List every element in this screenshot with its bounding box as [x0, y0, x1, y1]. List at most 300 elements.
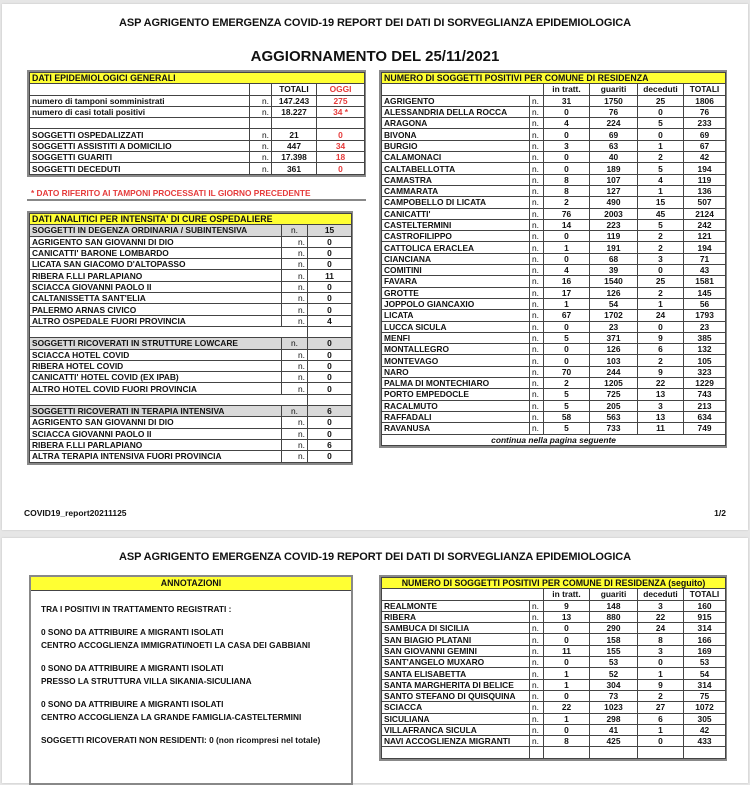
municipality-name: VILLAFRANCA SICULA [382, 724, 530, 735]
table-row [382, 634, 726, 645]
municipality-name: CATTOLICA ERACLEA [382, 242, 530, 253]
unit: n. [530, 600, 544, 611]
in-treatment: 5 [544, 332, 590, 343]
table-row [30, 163, 365, 174]
table-row [30, 236, 352, 247]
table-row [382, 253, 726, 264]
municipality-name: SCIACCA [382, 702, 530, 713]
row-value: 0 [308, 451, 352, 462]
unit: n. [530, 265, 544, 276]
total: 634 [684, 411, 726, 422]
municipality-name: SAN GIOVANNI GEMINI [382, 645, 530, 656]
row-unit: n. [250, 140, 272, 151]
row-value: 0 [308, 349, 352, 360]
unit: n. [530, 332, 544, 343]
in-treatment: 16 [544, 276, 590, 287]
unit: n. [530, 690, 544, 701]
table-row [382, 140, 726, 151]
col-guariti: guariti [590, 84, 638, 95]
recovered: 733 [590, 423, 638, 434]
row-label: SOGGETTI OSPEDALIZZATI [30, 129, 250, 140]
recovered: 205 [590, 400, 638, 411]
unit: n. [530, 208, 544, 219]
row-value: 0 [308, 236, 352, 247]
recovered: 103 [590, 355, 638, 366]
group-header-row [30, 406, 352, 417]
table-row [382, 611, 726, 622]
in-treatment: 67 [544, 310, 590, 321]
unit: n. [530, 106, 544, 117]
footer-page-number: 1/2 [714, 508, 726, 518]
in-treatment: 8 [544, 174, 590, 185]
row-value: 6 [308, 439, 352, 450]
total: 56 [684, 298, 726, 309]
unit: n. [530, 411, 544, 422]
in-treatment: 11 [544, 645, 590, 656]
recovered: 73 [590, 690, 638, 701]
total: 743 [684, 389, 726, 400]
in-treatment: 8 [544, 185, 590, 196]
total: 132 [684, 344, 726, 355]
municipality-name: BURGIO [382, 140, 530, 151]
municipality-name: SANTA ELISABETTA [382, 668, 530, 679]
deceased: 2 [638, 242, 684, 253]
municipality-name: MENFI [382, 332, 530, 343]
col-guariti: guariti [590, 589, 638, 600]
table-row [30, 281, 352, 292]
recovered: 191 [590, 242, 638, 253]
annotation-line: SOGGETTI RICOVERATI NON RESIDENTI: 0 (non ricompresi nel totale) [41, 735, 321, 745]
total: 305 [684, 713, 726, 724]
in-treatment: 0 [544, 724, 590, 735]
total: 1581 [684, 276, 726, 287]
table-row [382, 623, 726, 634]
unit: n. [530, 298, 544, 309]
recovered: 54 [590, 298, 638, 309]
group-label: SOGGETTI IN DEGENZA ORDINARIA / SUBINTENSIVA [30, 225, 282, 236]
total: 1793 [684, 310, 726, 321]
row-label: CANICATTI' HOTEL COVID (EX IPAB) [30, 372, 282, 383]
table-row [382, 242, 726, 253]
recovered: 223 [590, 219, 638, 230]
recovered: 298 [590, 713, 638, 724]
deceased: 25 [638, 276, 684, 287]
recovered: 290 [590, 623, 638, 634]
recovered: 224 [590, 118, 638, 129]
deceased: 1 [638, 724, 684, 735]
spacer-row [30, 326, 352, 337]
recovered: 52 [590, 668, 638, 679]
row-label: numero di tamponi somministrati [30, 95, 250, 106]
municipality-name: SANT'ANGELO MUXARO [382, 657, 530, 668]
deceased: 0 [638, 736, 684, 747]
table-row [382, 298, 726, 309]
recovered: 371 [590, 332, 638, 343]
deceased: 0 [638, 321, 684, 332]
recovered: 189 [590, 163, 638, 174]
deceased: 0 [638, 265, 684, 276]
deceased: 0 [638, 657, 684, 668]
municipality-name: LUCCA SICULA [382, 321, 530, 332]
recovered: 2003 [590, 208, 638, 219]
recovered: 63 [590, 140, 638, 151]
recovered: 107 [590, 174, 638, 185]
deceased: 3 [638, 645, 684, 656]
deceased: 45 [638, 208, 684, 219]
table-row [382, 276, 726, 287]
total: 233 [684, 118, 726, 129]
municipality-name: SAMBUCA DI SICILIA [382, 623, 530, 634]
in-treatment: 58 [544, 411, 590, 422]
recovered: 127 [590, 185, 638, 196]
in-treatment: 0 [544, 106, 590, 117]
group-header-row [30, 338, 352, 349]
deceased: 6 [638, 713, 684, 724]
row-total: 361 [272, 163, 317, 174]
in-treatment: 5 [544, 389, 590, 400]
group-label: SOGGETTI RICOVERATI IN STRUTTURE LOWCARE [30, 338, 282, 349]
deceased: 13 [638, 411, 684, 422]
table-row [382, 95, 726, 106]
row-unit: n. [282, 349, 308, 360]
municipality-name: PORTO EMPEDOCLE [382, 389, 530, 400]
recovered: 425 [590, 736, 638, 747]
table-row [382, 600, 726, 611]
row-value: 0 [308, 383, 352, 394]
table-row [382, 106, 726, 117]
total: 53 [684, 657, 726, 668]
total: 121 [684, 231, 726, 242]
recovered: 23 [590, 321, 638, 332]
in-treatment: 0 [544, 690, 590, 701]
row-label: PALERMO ARNAS CIVICO [30, 304, 282, 315]
municipality-name: SANTA MARGHERITA DI BELICE [382, 679, 530, 690]
group-value: 15 [308, 225, 352, 236]
table-row [382, 645, 726, 656]
row-unit: n. [282, 451, 308, 462]
deceased: 25 [638, 95, 684, 106]
group-unit: n. [282, 225, 308, 236]
row-today: 18 [317, 152, 365, 163]
in-treatment: 31 [544, 95, 590, 106]
municipality-name: ALESSANDRIA DELLA ROCCA [382, 106, 530, 117]
report-header: ASP AGRIGENTO EMERGENZA COVID-19 REPORT DEI DATI DI SORVEGLIANZA EPIDEMIOLOGICA [118, 17, 631, 29]
table-row [382, 321, 726, 332]
unit: n. [530, 231, 544, 242]
row-unit: n. [282, 439, 308, 450]
table-row [382, 152, 726, 163]
total: 145 [684, 287, 726, 298]
annotation-line: 0 SONO DA ATTRIBUIRE A MIGRANTI ISOLATI [41, 627, 224, 637]
recovered: 41 [590, 724, 638, 735]
table-row [30, 293, 352, 304]
spacer-row [30, 394, 352, 405]
municipality-name: CALTABELLOTTA [382, 163, 530, 174]
municipality-name: CASTROFILIPPO [382, 231, 530, 242]
unit: n. [530, 355, 544, 366]
col-totali: TOTALI [684, 84, 726, 95]
row-label: CANICATTI' BARONE LOMBARDO [30, 247, 282, 258]
table-row [30, 383, 352, 394]
in-treatment: 0 [544, 657, 590, 668]
in-treatment: 0 [544, 231, 590, 242]
in-treatment: 13 [544, 611, 590, 622]
deceased: 1 [638, 298, 684, 309]
row-label: RIBERA F.LLI PARLAPIANO [30, 270, 282, 281]
report-header: ASP AGRIGENTO EMERGENZA COVID-19 REPORT DEI DATI DI SORVEGLIANZA EPIDEMIOLOGICA [118, 551, 631, 563]
recovered: 1540 [590, 276, 638, 287]
row-value: 0 [308, 417, 352, 428]
table-row [382, 185, 726, 196]
deceased: 5 [638, 163, 684, 174]
table-row [382, 310, 726, 321]
unit: n. [530, 197, 544, 208]
recovered: 490 [590, 197, 638, 208]
row-unit: n. [282, 360, 308, 371]
general-data-table [27, 70, 366, 177]
empty-cell [308, 326, 352, 337]
recovered: 69 [590, 129, 638, 140]
recovered: 39 [590, 265, 638, 276]
table-row [382, 208, 726, 219]
row-unit: n. [282, 247, 308, 258]
deceased: 15 [638, 197, 684, 208]
municipality-name: CAMMARATA [382, 185, 530, 196]
total: 314 [684, 679, 726, 690]
recovered: 119 [590, 231, 638, 242]
in-treatment: 1 [544, 679, 590, 690]
row-label: SCIACCA GIOVANNI PAOLO II [30, 428, 282, 439]
row-unit: n. [250, 95, 272, 106]
col-totali: TOTALI [684, 589, 726, 600]
annotations-box [29, 575, 353, 785]
total: 1072 [684, 702, 726, 713]
deceased: 1 [638, 140, 684, 151]
total: 43 [684, 265, 726, 276]
municipality-name: PALMA DI MONTECHIARO [382, 378, 530, 389]
municipality-name: RAFFADALI [382, 411, 530, 422]
unit: n. [530, 423, 544, 434]
row-unit: n. [282, 270, 308, 281]
in-treatment: 0 [544, 321, 590, 332]
row-value: 11 [308, 270, 352, 281]
total: 54 [684, 668, 726, 679]
deceased: 0 [638, 129, 684, 140]
deceased: 24 [638, 623, 684, 634]
unit: n. [530, 366, 544, 377]
table-row [382, 219, 726, 230]
row-value: 0 [308, 247, 352, 258]
recovered: 126 [590, 287, 638, 298]
table-row [30, 95, 365, 106]
recovered: 40 [590, 152, 638, 163]
deceased: 9 [638, 332, 684, 343]
in-treatment: 0 [544, 152, 590, 163]
empty-cell [250, 118, 272, 129]
municipality-name: SAN BIAGIO PLATANI [382, 634, 530, 645]
total: 169 [684, 645, 726, 656]
table-row [382, 163, 726, 174]
unit: n. [530, 634, 544, 645]
municipality-table [379, 70, 727, 448]
annotation-line: 0 SONO DA ATTRIBUIRE A MIGRANTI ISOLATI [41, 699, 224, 709]
table-row [382, 713, 726, 724]
group-header-row [30, 225, 352, 236]
row-label: RIBERA HOTEL COVID [30, 360, 282, 371]
row-today: 34 [317, 140, 365, 151]
row-today: 0 [317, 163, 365, 174]
in-treatment: 4 [544, 118, 590, 129]
table-row [382, 344, 726, 355]
table-row [382, 197, 726, 208]
in-treatment: 3 [544, 140, 590, 151]
table-row [382, 400, 726, 411]
table-row [30, 152, 365, 163]
municipality-name: RAVANUSA [382, 423, 530, 434]
deceased: 0 [638, 106, 684, 117]
in-treatment: 1 [544, 668, 590, 679]
table-row [30, 304, 352, 315]
in-treatment: 0 [544, 129, 590, 140]
municipality-name: CANICATTI' [382, 208, 530, 219]
row-unit: n. [282, 281, 308, 292]
row-label: SCIACCA HOTEL COVID [30, 349, 282, 360]
unit: n. [530, 253, 544, 264]
municipality-name: CAMPOBELLO DI LICATA [382, 197, 530, 208]
row-unit: n. [282, 383, 308, 394]
col-in-tratt: in tratt. [544, 84, 590, 95]
total: 1806 [684, 95, 726, 106]
hospital-care-title: DATI ANALITICI PER INTENSITA' DI CURE OSPEDALIERE [30, 214, 352, 225]
row-label: LICATA SAN GIACOMO D'ALTOPASSO [30, 259, 282, 270]
table-row [382, 679, 726, 690]
total: 433 [684, 736, 726, 747]
unit: n. [530, 95, 544, 106]
table-row [30, 417, 352, 428]
in-treatment: 76 [544, 208, 590, 219]
unit: n. [530, 657, 544, 668]
report-page-2 [2, 538, 748, 783]
table-row [382, 389, 726, 400]
in-treatment: 17 [544, 287, 590, 298]
unit: n. [530, 140, 544, 151]
unit: n. [530, 702, 544, 713]
recovered: 244 [590, 366, 638, 377]
footer-filename: COVID19_report20211125 [24, 508, 127, 518]
row-unit: n. [250, 152, 272, 163]
deceased: 2 [638, 231, 684, 242]
row-label: CALTANISSETTA SANT'ELIA [30, 293, 282, 304]
deceased: 9 [638, 679, 684, 690]
table-row [382, 287, 726, 298]
divider [27, 199, 366, 201]
empty-cell [317, 118, 365, 129]
table-row [382, 332, 726, 343]
table-row [382, 690, 726, 701]
total: 507 [684, 197, 726, 208]
municipality-name: LICATA [382, 310, 530, 321]
row-unit: n. [282, 372, 308, 383]
municipality-name: REALMONTE [382, 600, 530, 611]
deceased: 5 [638, 118, 684, 129]
municipality-name: FAVARA [382, 276, 530, 287]
municipality-name: SICULIANA [382, 713, 530, 724]
col-deceduti: deceduti [638, 589, 684, 600]
row-label: ALTRO HOTEL COVID FUORI PROVINCIA [30, 383, 282, 394]
annotations-title: ANNOTAZIONI [31, 577, 351, 591]
table-row [30, 372, 352, 383]
recovered: 1750 [590, 95, 638, 106]
row-unit: n. [282, 417, 308, 428]
municipality-name: MONTEVAGO [382, 355, 530, 366]
table-row [30, 270, 352, 281]
in-treatment: 1 [544, 298, 590, 309]
total: 194 [684, 242, 726, 253]
table-row [382, 657, 726, 668]
table-row [30, 247, 352, 258]
in-treatment: 0 [544, 344, 590, 355]
total: 385 [684, 332, 726, 343]
recovered: 76 [590, 106, 638, 117]
unit: n. [530, 623, 544, 634]
row-total: 21 [272, 129, 317, 140]
recovered: 880 [590, 611, 638, 622]
annotation-line: 0 SONO DA ATTRIBUIRE A MIGRANTI ISOLATI [41, 663, 224, 673]
table-row [382, 355, 726, 366]
table-row [30, 360, 352, 371]
total: 314 [684, 623, 726, 634]
row-unit: n. [250, 106, 272, 117]
total: 1229 [684, 378, 726, 389]
row-today: 275 [317, 95, 365, 106]
deceased: 2 [638, 152, 684, 163]
table-row [30, 129, 365, 140]
municipality-name: CASTELTERMINI [382, 219, 530, 230]
table-row [30, 259, 352, 270]
deceased: 2 [638, 690, 684, 701]
row-label: SCIACCA GIOVANNI PAOLO II [30, 281, 282, 292]
deceased: 6 [638, 344, 684, 355]
municipality-title: NUMERO DI SOGGETTI POSITIVI PER COMUNE DI RESIDENZA [382, 73, 726, 84]
unit: n. [530, 276, 544, 287]
municipality-name: SANTO STEFANO DI QUISQUINA [382, 690, 530, 701]
total: 119 [684, 174, 726, 185]
municipality-name: GROTTE [382, 287, 530, 298]
unit: n. [530, 321, 544, 332]
in-treatment: 8 [544, 736, 590, 747]
total: 76 [684, 106, 726, 117]
row-value: 4 [308, 315, 352, 326]
empty-cell [308, 394, 352, 405]
total: 160 [684, 600, 726, 611]
group-value: 0 [308, 338, 352, 349]
total: 69 [684, 129, 726, 140]
total: 67 [684, 140, 726, 151]
in-treatment: 0 [544, 163, 590, 174]
in-treatment: 14 [544, 219, 590, 230]
unit: n. [530, 389, 544, 400]
total: 323 [684, 366, 726, 377]
update-title: AGGIORNAMENTO DEL 25/11/2021 [250, 48, 500, 65]
unit: n. [530, 645, 544, 656]
table-row [30, 439, 352, 450]
in-treatment: 2 [544, 378, 590, 389]
table-row [382, 736, 726, 747]
recovered: 155 [590, 645, 638, 656]
annotation-line: TRA I POSITIVI IN TRATTAMENTO REGISTRATI : [41, 604, 232, 614]
deceased: 5 [638, 219, 684, 230]
total: 42 [684, 152, 726, 163]
